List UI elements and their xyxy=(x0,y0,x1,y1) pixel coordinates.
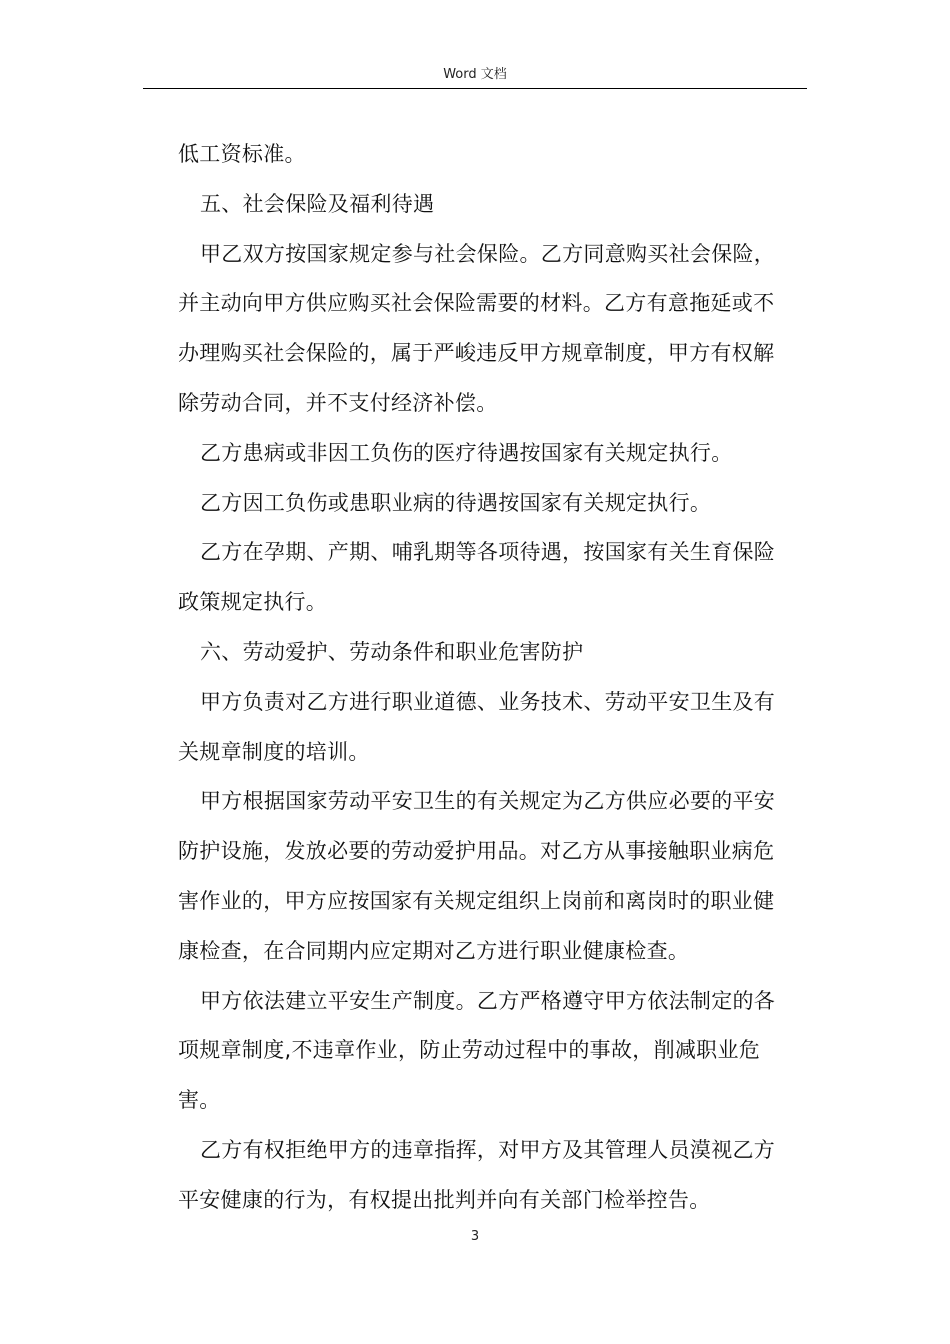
text-line: 康检查，在合同期内应定期对乙方进行职业健康检查。 xyxy=(178,938,690,963)
text-line: 甲方依法建立平安生产制度。乙方严格遵守甲方依法制定的各 xyxy=(200,988,776,1013)
text-line: 项规章制度,不违章作业，防止劳动过程中的事故，削减职业危 xyxy=(178,1038,761,1063)
text-line: 甲乙双方按国家规定参与社会保险。乙方同意购买社会保险， xyxy=(200,241,776,266)
text-line: 害。 xyxy=(178,1088,221,1113)
text-line: 乙方在孕期、产期、哺乳期等各项待遇，按国家有关生育保险 xyxy=(200,540,776,565)
text-line: 并主动向甲方供应购买社会保险需要的材料。乙方有意拖延或不 xyxy=(178,291,775,316)
header-divider xyxy=(143,88,807,89)
page-header: Word 文档 xyxy=(443,67,507,82)
text-line: 害作业的，甲方应按国家有关规定组织上岗前和离岗时的职业健 xyxy=(178,888,775,913)
text-line: 甲方根据国家劳动平安卫生的有关规定为乙方供应必要的平安 xyxy=(200,789,776,814)
text-line: 乙方有权拒绝甲方的违章指挥，对甲方及其管理人员漠视乙方 xyxy=(200,1137,776,1162)
text-line: 五、社会保险及福利待遇 xyxy=(200,191,435,216)
text-line: 政策规定执行。 xyxy=(178,590,328,615)
text-line: 乙方因工负伤或患职业病的待遇按国家有关规定执行。 xyxy=(200,490,712,515)
text-line: 甲方负责对乙方进行职业道德、业务技术、劳动平安卫生及有 xyxy=(200,689,776,714)
text-line: 平安健康的行为，有权提出批判并向有关部门检举控告。 xyxy=(178,1187,711,1212)
text-line: 六、劳动爱护、劳动条件和职业危害防护 xyxy=(200,639,584,664)
text-line: 关规章制度的培训。 xyxy=(178,739,370,764)
text-line: 办理购买社会保险的，属于严峻违反甲方规章制度，甲方有权解 xyxy=(178,341,775,366)
text-line: 除劳动合同，并不支付经济补偿。 xyxy=(178,390,498,415)
text-line: 乙方患病或非因工负伤的医疗待遇按国家有关规定执行。 xyxy=(200,440,733,465)
document-body xyxy=(178,130,804,1226)
page-number: 3 xyxy=(470,1229,480,1244)
text-line: 低工资标准。 xyxy=(178,142,306,166)
text-line: 防护设施，发放必要的劳动爱护用品。对乙方从事接触职业病危 xyxy=(178,839,775,864)
